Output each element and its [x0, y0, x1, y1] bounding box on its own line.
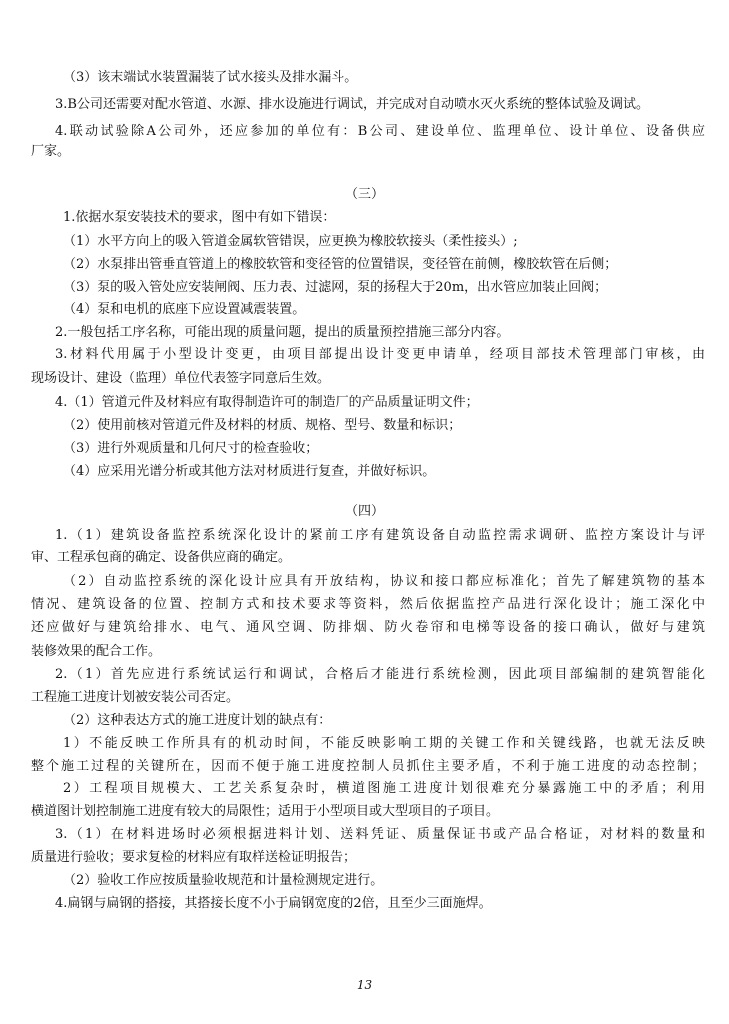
text-line: 质量进行验收；要求复检的材料应有取样送检证明报告；	[31, 850, 357, 865]
text-line: （2）验收工作应按质量验收规范和计量检测规定进行。	[63, 873, 384, 888]
text-line: （3）该末端试水装置漏装了试水接头及排水漏斗。	[63, 70, 358, 85]
text-line: 3.材料代用属于小型设计变更，由项目部提出设计变更申请单，经项目部技术管理部门审核，由	[55, 347, 705, 362]
text-line: （3）泵的吸入管处应安装闸阀、压力表、过滤网，泵的扬程大于20m，出水管应加装止回阀；	[63, 280, 608, 295]
text-line: （2）这种表达方式的施工进度计划的缺点有：	[63, 713, 332, 728]
text-line: （2）使用前核对管道元件及材料的材质、规格、型号、数量和标识；	[63, 418, 462, 433]
page-number: 13	[356, 978, 373, 992]
text-line: 横道图计划控制施工进度有较大的局限性；适用于小型项目或大型项目的子项目。	[31, 804, 500, 819]
text-line: 3.（1）在材料进场时必须根据进料计划、送料凭证、质量保证书或产品合格证，对材料的数量和	[55, 827, 705, 842]
text-line: （1）水平方向上的吸入管道金属软管错误，应更换为橡胶软接头（柔性接头）;	[63, 234, 518, 249]
text-line: 4.（1）管道元件及材料应有取得制造许可的制造厂的产品质量证明文件；	[55, 395, 479, 410]
text-line: 工程施工进度计划被安装公司否定。	[31, 690, 240, 705]
text-line: 装修效果的配合工作。	[31, 644, 162, 659]
text-line: 1.（1）建筑设备监控系统深化设计的紧前工序有建筑设备自动监控需求调研、监控方案设计与评	[55, 528, 705, 543]
text-line: 厂家。	[31, 144, 71, 159]
text-line: 审、工程承包商的确定、设备供应商的确定。	[31, 550, 292, 565]
text-line: 现场设计、建设（监理）单位代表签字同意后生效。	[31, 371, 331, 386]
text-line: （4）泵和电机的底座下应设置减震装置。	[63, 302, 306, 317]
text-line: （4）应采用光谱分析或其他方法对材质进行复查，并做好标识。	[63, 464, 436, 479]
text-line: 4.扁钢与扁钢的搭接，其搭接长度不小于扁钢宽度的2倍，且至少三面施焊。	[55, 896, 492, 911]
text-line: 1）不能反映工作所具有的机动时间，不能反映影响工期的关键工作和关键线路，也就无法反映	[63, 736, 705, 751]
text-line: （2）自动监控系统的深化设计应具有开放结构，协议和接口都应标准化；首先了解建筑物的基本	[63, 574, 705, 589]
text-line: 还应做好与建筑给排水、电气、通风空调、防排烟、防火卷帘和电梯等设备的接口确认，做好与建筑	[31, 620, 705, 635]
text-line: 3.B公司还需要对配水管道、水源、排水设施进行调试，并完成对自动喷水灭火系统的整体试验及调试。	[55, 97, 649, 112]
text-line: 2.一般包括工序名称，可能出现的质量问题，提出的质量预控措施三部分内容。	[55, 325, 510, 340]
text-line: （3）进行外观质量和几何尺寸的检查验收；	[63, 441, 319, 456]
text-line: （2）水泵排出管垂直管道上的橡胶软管和变径管的位置错误，变径管在前侧，橡胶软管在后侧；	[63, 257, 618, 272]
section-heading-4: （四）	[344, 504, 384, 519]
text-line: 2）工程项目规模大、工艺关系复杂时，横道图施工进度计划很难充分暴露施工中的矛盾；利用	[63, 781, 705, 796]
text-line: 情况、建筑设备的位置、控制方式和技术要求等资料，然后依据监控产品进行深化设计；施工深化中	[31, 597, 705, 612]
text-line: 1.依据水泵安装技术的要求，图中有如下错误：	[63, 210, 336, 225]
section-heading-3: （三）	[344, 187, 384, 202]
text-line: 4.联动试验除A公司外，还应参加的单位有：B公司、建设单位、监理单位、设计单位、设备供应	[55, 124, 705, 139]
text-line: 整个施工过程的关键所在，因而不便于施工进度控制人员抓住主要矛盾，不利于施工进度的动态控制；	[31, 759, 705, 774]
text-line: 2.（1）首先应进行系统试运行和调试，合格后才能进行系统检测，因此项目部编制的建筑智能化	[55, 667, 705, 682]
